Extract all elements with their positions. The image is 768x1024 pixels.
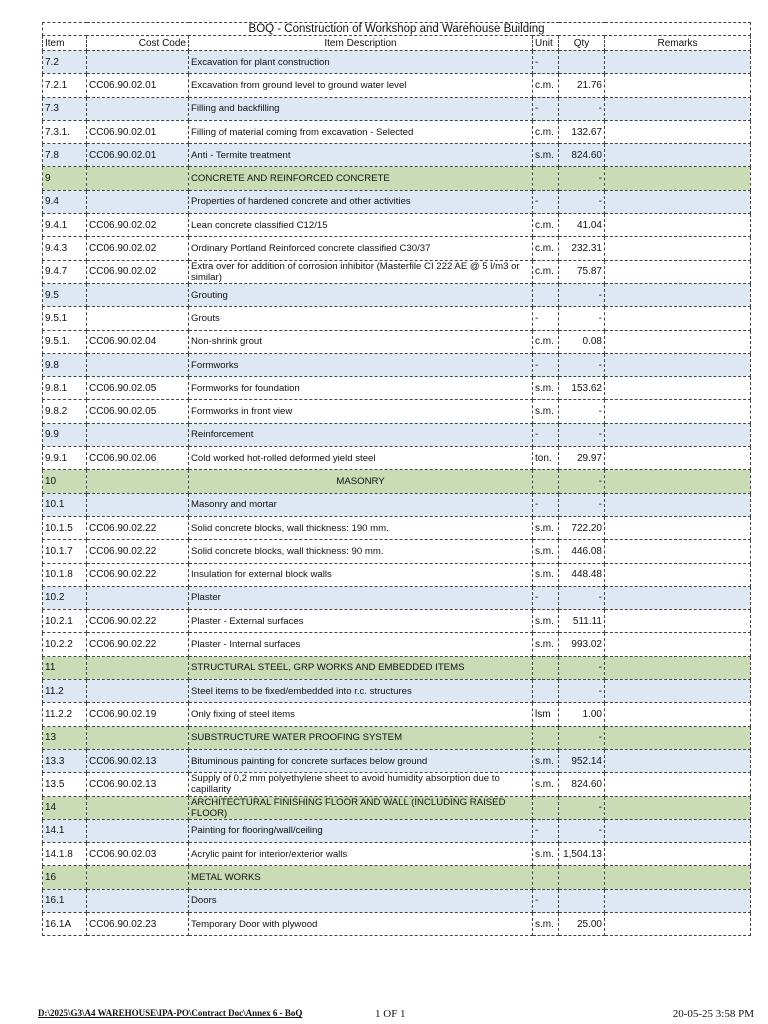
unit-cell: s.m.	[533, 540, 559, 563]
unit-cell: -	[533, 51, 559, 74]
description-cell: Plaster - External surfaces	[189, 610, 533, 633]
remarks-cell	[605, 283, 751, 306]
qty-cell: -	[559, 190, 605, 213]
header-qty: Qty	[559, 36, 605, 51]
remarks-cell	[605, 610, 751, 633]
cost-code-cell: CC06.90.02.01	[87, 120, 189, 143]
cost-code-cell: CC06.90.02.22	[87, 633, 189, 656]
item-number-cell: 14	[43, 796, 87, 819]
item-number-cell: 13.3	[43, 749, 87, 772]
remarks-cell	[605, 237, 751, 260]
unit-cell: -	[533, 493, 559, 516]
remarks-cell	[605, 819, 751, 842]
cost-code-cell	[87, 470, 189, 493]
footer-page-number: 1 OF 1	[375, 1008, 406, 1020]
section-row	[43, 167, 751, 190]
qty-cell: 448.48	[559, 563, 605, 586]
subsection-row	[43, 889, 751, 912]
table-row	[43, 330, 751, 353]
remarks-cell	[605, 540, 751, 563]
item-number-cell: 9.4.7	[43, 260, 87, 283]
header-unit: Unit	[533, 36, 559, 51]
remarks-cell	[605, 889, 751, 912]
qty-cell: 1,504.13	[559, 843, 605, 866]
item-number-cell: 11	[43, 656, 87, 679]
unit-cell: s.m.	[533, 610, 559, 633]
description-cell: Temporary Door with plywood	[189, 912, 533, 935]
cost-code-cell: CC06.90.02.06	[87, 447, 189, 470]
unit-cell	[533, 470, 559, 493]
item-number-cell: 9.4.1	[43, 214, 87, 237]
unit-cell	[533, 656, 559, 679]
table-row	[43, 260, 751, 283]
unit-cell: lsm	[533, 703, 559, 726]
item-number-cell: 9.5	[43, 283, 87, 306]
item-number-cell: 13	[43, 726, 87, 749]
description-cell: Grouting	[189, 283, 533, 306]
item-number-cell: 10.2.1	[43, 610, 87, 633]
unit-cell	[533, 866, 559, 889]
unit-cell: c.m.	[533, 260, 559, 283]
item-number-cell: 9.8.1	[43, 377, 87, 400]
description-cell: Extra over for addition of corrosion inhibitor (Masterfile CI 222 AE @ 5 l/m3 or similar)	[189, 260, 533, 283]
cost-code-cell	[87, 493, 189, 516]
unit-cell: s.m.	[533, 633, 559, 656]
unit-cell: s.m.	[533, 912, 559, 935]
cost-code-cell	[87, 353, 189, 376]
qty-cell: 29.97	[559, 447, 605, 470]
item-number-cell: 14.1	[43, 819, 87, 842]
qty-cell: 153.62	[559, 377, 605, 400]
unit-cell: s.m.	[533, 144, 559, 167]
table-row	[43, 773, 751, 796]
unit-cell: c.m.	[533, 214, 559, 237]
cost-code-cell	[87, 680, 189, 703]
remarks-cell	[605, 703, 751, 726]
cost-code-cell	[87, 656, 189, 679]
table-row	[43, 237, 751, 260]
subsection-row	[43, 493, 751, 516]
remarks-cell	[605, 563, 751, 586]
table-row	[43, 610, 751, 633]
description-cell: Plaster - Internal surfaces	[189, 633, 533, 656]
qty-cell: -	[559, 586, 605, 609]
page-footer	[38, 1008, 754, 1022]
cost-code-cell: CC06.90.02.22	[87, 516, 189, 539]
cost-code-cell: CC06.90.02.23	[87, 912, 189, 935]
remarks-cell	[605, 377, 751, 400]
section-row	[43, 866, 751, 889]
cost-code-cell: CC06.90.02.03	[87, 843, 189, 866]
description-cell: Solid concrete blocks, wall thickness: 90 mm.	[189, 540, 533, 563]
item-number-cell: 9	[43, 167, 87, 190]
description-cell: Filling of material coming from excavation - Selected	[189, 120, 533, 143]
cost-code-cell	[87, 283, 189, 306]
description-cell: METAL WORKS	[189, 866, 533, 889]
qty-cell: -	[559, 423, 605, 446]
description-cell: Reinforcement	[189, 423, 533, 446]
remarks-cell	[605, 912, 751, 935]
unit-cell	[533, 283, 559, 306]
boq-title: BOQ - Construction of Workshop and Warehouse Building	[43, 23, 751, 36]
remarks-cell	[605, 470, 751, 493]
remarks-cell	[605, 400, 751, 423]
unit-cell: c.m.	[533, 74, 559, 97]
cost-code-cell	[87, 819, 189, 842]
cost-code-cell	[87, 866, 189, 889]
unit-cell: c.m.	[533, 120, 559, 143]
qty-cell: 511.11	[559, 610, 605, 633]
header-cost-code: Cost Code	[87, 36, 189, 51]
subsection-row	[43, 819, 751, 842]
qty-cell: 0.08	[559, 330, 605, 353]
cost-code-cell	[87, 307, 189, 330]
cost-code-cell	[87, 586, 189, 609]
item-number-cell: 10.1	[43, 493, 87, 516]
remarks-cell	[605, 120, 751, 143]
qty-cell: -	[559, 680, 605, 703]
remarks-cell	[605, 796, 751, 819]
description-cell: SUBSTRUCTURE WATER PROOFING SYSTEM	[189, 726, 533, 749]
cost-code-cell: CC06.90.02.22	[87, 610, 189, 633]
table-row	[43, 912, 751, 935]
remarks-cell	[605, 260, 751, 283]
qty-cell	[559, 889, 605, 912]
section-row	[43, 796, 751, 819]
remarks-cell	[605, 214, 751, 237]
table-row	[43, 214, 751, 237]
item-number-cell: 7.3	[43, 97, 87, 120]
unit-cell	[533, 167, 559, 190]
unit-cell	[533, 726, 559, 749]
unit-cell: -	[533, 190, 559, 213]
description-cell: MASONRY	[189, 470, 533, 493]
item-number-cell: 9.9.1	[43, 447, 87, 470]
cost-code-cell: CC06.90.02.02	[87, 214, 189, 237]
item-number-cell: 14.1.8	[43, 843, 87, 866]
header-item: Item	[43, 36, 87, 51]
description-cell: Doors	[189, 889, 533, 912]
item-number-cell: 16	[43, 866, 87, 889]
boq-table	[42, 22, 751, 936]
remarks-cell	[605, 866, 751, 889]
item-number-cell: 9.8.2	[43, 400, 87, 423]
item-number-cell: 9.5.1.	[43, 330, 87, 353]
item-number-cell: 7.3.1.	[43, 120, 87, 143]
subsection-row	[43, 51, 751, 74]
table-row	[43, 307, 751, 330]
qty-cell: -	[559, 283, 605, 306]
description-cell: Ordinary Portland Reinforced concrete classified C30/37	[189, 237, 533, 260]
item-number-cell: 10.1.8	[43, 563, 87, 586]
remarks-cell	[605, 633, 751, 656]
item-number-cell: 10.1.7	[43, 540, 87, 563]
unit-cell: -	[533, 353, 559, 376]
unit-cell: s.m.	[533, 516, 559, 539]
unit-cell: s.m.	[533, 843, 559, 866]
remarks-cell	[605, 144, 751, 167]
item-number-cell: 13.5	[43, 773, 87, 796]
unit-cell: s.m.	[533, 377, 559, 400]
description-cell: CONCRETE AND REINFORCED CONCRETE	[189, 167, 533, 190]
remarks-cell	[605, 493, 751, 516]
qty-cell: 25.00	[559, 912, 605, 935]
description-cell: Lean concrete classified C12/15	[189, 214, 533, 237]
cost-code-cell: CC06.90.02.05	[87, 377, 189, 400]
qty-cell: -	[559, 796, 605, 819]
subsection-row	[43, 749, 751, 772]
subsection-row	[43, 283, 751, 306]
qty-cell: -	[559, 493, 605, 516]
qty-cell: 824.60	[559, 773, 605, 796]
description-cell: Acrylic paint for interior/exterior walls	[189, 843, 533, 866]
unit-cell	[533, 680, 559, 703]
item-number-cell: 10	[43, 470, 87, 493]
description-cell: Properties of hardened concrete and other activities	[189, 190, 533, 213]
subsection-row	[43, 586, 751, 609]
table-row	[43, 843, 751, 866]
table-row	[43, 633, 751, 656]
cost-code-cell: CC06.90.02.05	[87, 400, 189, 423]
description-cell: Formworks	[189, 353, 533, 376]
section-row	[43, 656, 751, 679]
table-row	[43, 400, 751, 423]
cost-code-cell	[87, 423, 189, 446]
table-row	[43, 703, 751, 726]
section-row	[43, 726, 751, 749]
remarks-cell	[605, 423, 751, 446]
qty-cell: -	[559, 307, 605, 330]
qty-cell: -	[559, 167, 605, 190]
subsection-row	[43, 190, 751, 213]
item-number-cell: 9.4.3	[43, 237, 87, 260]
header-description: Item Description	[189, 36, 533, 51]
cost-code-cell	[87, 190, 189, 213]
description-cell: Filling and backfilling	[189, 97, 533, 120]
remarks-cell	[605, 74, 751, 97]
qty-cell: -	[559, 819, 605, 842]
item-number-cell: 7.8	[43, 144, 87, 167]
qty-cell: 21.76	[559, 74, 605, 97]
table-row	[43, 563, 751, 586]
cost-code-cell	[87, 796, 189, 819]
unit-cell: c.m.	[533, 237, 559, 260]
item-number-cell: 11.2.2	[43, 703, 87, 726]
remarks-cell	[605, 726, 751, 749]
qty-cell	[559, 866, 605, 889]
description-cell: Formworks for foundation	[189, 377, 533, 400]
remarks-cell	[605, 516, 751, 539]
cost-code-cell: CC06.90.02.22	[87, 540, 189, 563]
unit-cell: -	[533, 307, 559, 330]
unit-cell: c.m.	[533, 330, 559, 353]
item-number-cell: 7.2	[43, 51, 87, 74]
subsection-row	[43, 353, 751, 376]
remarks-cell	[605, 749, 751, 772]
header-remarks: Remarks	[605, 36, 751, 51]
cost-code-cell: CC06.90.02.02	[87, 237, 189, 260]
qty-cell: 1.00	[559, 703, 605, 726]
qty-cell: -	[559, 400, 605, 423]
description-cell: Only fixing of steel items	[189, 703, 533, 726]
qty-cell: -	[559, 353, 605, 376]
unit-cell: s.m.	[533, 749, 559, 772]
description-cell: Cold worked hot-rolled deformed yield steel	[189, 447, 533, 470]
description-cell: Supply of 0,2 mm polyethylene sheet to avoid humidity absorption due to capillarity	[189, 773, 533, 796]
item-number-cell: 16.1	[43, 889, 87, 912]
remarks-cell	[605, 167, 751, 190]
table-row	[43, 516, 751, 539]
unit-cell: s.m.	[533, 563, 559, 586]
qty-cell: 952.14	[559, 749, 605, 772]
description-cell: ARCHITECTURAL FINISHING FLOOR AND WALL (INCLUDING RAISED FLOOR)	[189, 796, 533, 819]
qty-cell: 446.08	[559, 540, 605, 563]
table-row	[43, 377, 751, 400]
description-cell: Insulation for external block walls	[189, 563, 533, 586]
description-cell: Grouts	[189, 307, 533, 330]
cost-code-cell	[87, 167, 189, 190]
cost-code-cell: CC06.90.02.13	[87, 749, 189, 772]
unit-cell: -	[533, 889, 559, 912]
qty-cell: 722.20	[559, 516, 605, 539]
cost-code-cell	[87, 97, 189, 120]
description-cell: Plaster	[189, 586, 533, 609]
unit-cell: -	[533, 423, 559, 446]
item-number-cell: 7.2.1	[43, 74, 87, 97]
qty-cell: 75.87	[559, 260, 605, 283]
description-cell: Bituminous painting for concrete surfaces below ground	[189, 749, 533, 772]
remarks-cell	[605, 680, 751, 703]
description-cell: Anti - Termite treatment	[189, 144, 533, 167]
description-cell: Non-shrink grout	[189, 330, 533, 353]
unit-cell: -	[533, 819, 559, 842]
remarks-cell	[605, 843, 751, 866]
description-cell: Excavation from ground level to ground water level	[189, 74, 533, 97]
unit-cell: -	[533, 586, 559, 609]
item-number-cell: 10.1.5	[43, 516, 87, 539]
description-cell: Excavation for plant construction	[189, 51, 533, 74]
item-number-cell: 16.1A	[43, 912, 87, 935]
footer-datetime: 20-05-25 3:58 PM	[672, 1008, 754, 1020]
item-number-cell: 9.8	[43, 353, 87, 376]
remarks-cell	[605, 307, 751, 330]
qty-cell: 232.31	[559, 237, 605, 260]
qty-cell: 132.67	[559, 120, 605, 143]
remarks-cell	[605, 773, 751, 796]
cost-code-cell	[87, 726, 189, 749]
cost-code-cell: CC06.90.02.01	[87, 74, 189, 97]
qty-cell: 993.02	[559, 633, 605, 656]
unit-cell: -	[533, 97, 559, 120]
section-row	[43, 470, 751, 493]
subsection-row	[43, 423, 751, 446]
cost-code-cell: CC06.90.02.01	[87, 144, 189, 167]
qty-cell: 41.04	[559, 214, 605, 237]
item-number-cell: 10.2.2	[43, 633, 87, 656]
table-row	[43, 74, 751, 97]
unit-cell: ton.	[533, 447, 559, 470]
qty-cell: -	[559, 97, 605, 120]
table-row	[43, 540, 751, 563]
cost-code-cell: CC06.90.02.13	[87, 773, 189, 796]
subsection-row	[43, 97, 751, 120]
description-cell: Masonry and mortar	[189, 493, 533, 516]
cost-code-cell: CC06.90.02.22	[87, 563, 189, 586]
qty-cell: -	[559, 470, 605, 493]
header-row	[43, 36, 751, 51]
remarks-cell	[605, 586, 751, 609]
title-row	[43, 23, 751, 36]
item-number-cell: 9.9	[43, 423, 87, 446]
description-cell: Steel items to be fixed/embedded into r.c. structures	[189, 680, 533, 703]
item-number-cell: 10.2	[43, 586, 87, 609]
qty-cell: 824.60	[559, 144, 605, 167]
qty-cell	[559, 51, 605, 74]
description-cell: STRUCTURAL STEEL, GRP WORKS AND EMBEDDED ITEMS	[189, 656, 533, 679]
remarks-cell	[605, 51, 751, 74]
remarks-cell	[605, 330, 751, 353]
table-row	[43, 447, 751, 470]
item-number-cell: 9.5.1	[43, 307, 87, 330]
cost-code-cell: CC06.90.02.04	[87, 330, 189, 353]
unit-cell: s.m.	[533, 400, 559, 423]
remarks-cell	[605, 447, 751, 470]
remarks-cell	[605, 656, 751, 679]
item-number-cell: 9.4	[43, 190, 87, 213]
table-row	[43, 120, 751, 143]
item-number-cell: 11.2	[43, 680, 87, 703]
remarks-cell	[605, 353, 751, 376]
description-cell: Formworks in front view	[189, 400, 533, 423]
unit-cell: s.m.	[533, 773, 559, 796]
qty-cell: -	[559, 656, 605, 679]
qty-cell: -	[559, 726, 605, 749]
description-cell: Painting for flooring/wall/ceiling	[189, 819, 533, 842]
footer-file-path: D:\2025\G3\A4 WAREHOUSE\IPA-PO\Contract Doc\Annex 6 - BoQ	[38, 1008, 303, 1018]
subsection-row	[43, 144, 751, 167]
cost-code-cell: CC06.90.02.02	[87, 260, 189, 283]
cost-code-cell	[87, 889, 189, 912]
remarks-cell	[605, 190, 751, 213]
subsection-row	[43, 680, 751, 703]
description-cell: Solid concrete blocks, wall thickness: 190 mm.	[189, 516, 533, 539]
remarks-cell	[605, 97, 751, 120]
cost-code-cell	[87, 51, 189, 74]
unit-cell	[533, 796, 559, 819]
cost-code-cell: CC06.90.02.19	[87, 703, 189, 726]
